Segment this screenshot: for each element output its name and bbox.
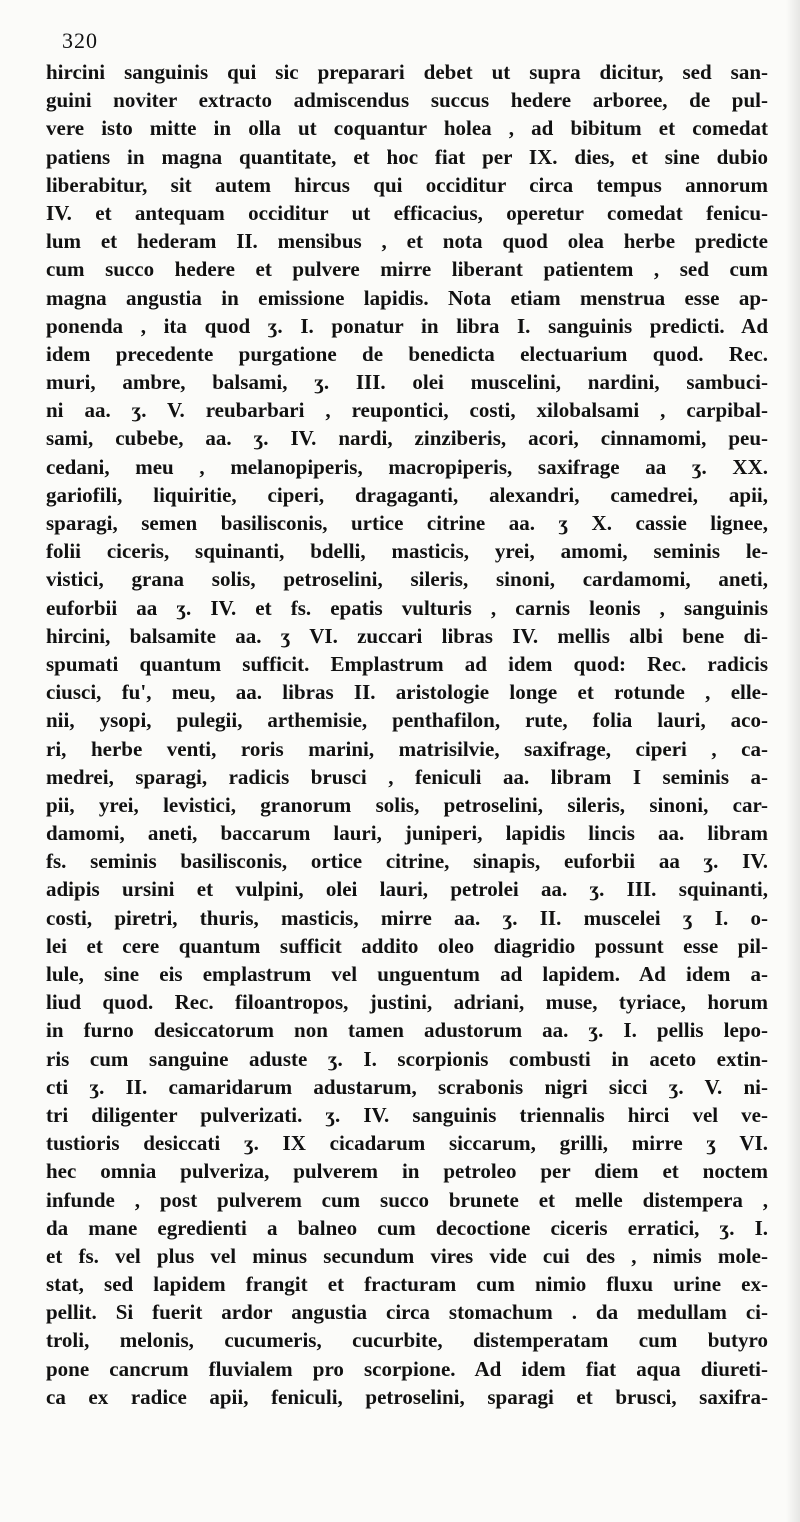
text-line: lum et hederam II. mensibus , et nota quod olea herbe predicte: [46, 229, 768, 254]
text-line: troli, melonis, cucumeris, cucurbite, distemperatam cum butyro: [46, 1328, 768, 1353]
text-line: nii, ysopi, pulegii, arthemisie, penthafilon, rute, folia lauri, aco-: [46, 708, 768, 733]
text-line: liud quod. Rec. filoantropos, justini, adriani, muse, tyriace, horum: [46, 990, 768, 1015]
text-line: ponenda , ita quod ʒ. I. ponatur in libra I. sanguinis predicti. Ad: [46, 313, 768, 338]
text-line: ri, herbe venti, roris marini, matrisilvie, saxifrage, ciperi , ca-: [46, 736, 768, 761]
text-line: cedani, meu , melanopiperis, macropiperis, saxifrage aa ʒ. XX.: [46, 454, 768, 479]
text-line: hec omnia pulveriza, pulverem in petroleo per diem et noctem: [46, 1159, 768, 1184]
text-line: vistici, grana solis, petroselini, sileris, sinoni, cardamomi, aneti,: [46, 567, 768, 592]
text-line: vere isto mitte in olla ut coquantur holea , ad bibitum et comedat: [46, 116, 768, 141]
text-line: cum succo hedere et pulvere mirre liberant patientem , sed cum: [46, 257, 768, 282]
text-line: stat, sed lapidem frangit et fracturam cum nimio fluxu urine ex-: [46, 1272, 768, 1297]
text-line: sami, cubebe, aa. ʒ. IV. nardi, zinziberis, acori, cinnamomi, peu-: [46, 426, 768, 451]
text-line: tri diligenter pulverizati. ʒ. IV. sanguinis triennalis hirci vel ve-: [46, 1102, 768, 1127]
text-line: ni aa. ʒ. V. reubarbari , reupontici, costi, xilobalsami , carpibal-: [46, 398, 768, 423]
text-line: pii, yrei, levistici, granorum solis, petroselini, sileris, sinoni, car-: [46, 792, 768, 817]
text-line: hircini, balsamite aa. ʒ VI. zuccari libras IV. mellis albi bene di-: [46, 623, 768, 648]
text-line: sparagi, semen basilisconis, urtice citrine aa. ʒ X. cassie lignee,: [46, 511, 768, 535]
text-line: in furno desiccatorum non tamen adustorum aa. ʒ. I. pellis lepo-: [46, 1018, 768, 1043]
body-text: [46, 58, 768, 1411]
text-line: hircini sanguinis qui sic preparari debet ut supra dicitur, sed san-: [46, 60, 768, 84]
text-line: patiens in magna quantitate, et hoc fiat per IX. dies, et sine dubio: [46, 144, 768, 169]
text-line: infunde , post pulverem cum succo brunete et melle distempera ,: [46, 1187, 768, 1212]
text-line: IV. et antequam occiditur ut efficacius, operetur comedat fenicu-: [46, 200, 768, 225]
text-line: costi, piretri, thuris, masticis, mirre aa. ʒ. II. muscelei ʒ I. o-: [46, 905, 768, 930]
text-line: euforbii aa ʒ. IV. et fs. epatis vulturis , carnis leonis , sanguinis: [46, 595, 768, 620]
text-line: liberabitur, sit autem hircus qui occiditur circa tempus annorum: [46, 172, 768, 197]
text-line: fs. seminis basilisconis, ortice citrine, sinapis, euforbii aa ʒ. IV.: [46, 849, 768, 874]
text-line: guini noviter extracto admiscendus succus hedere arboree, de pul-: [46, 88, 768, 113]
text-line: muri, ambre, balsami, ʒ. III. olei muscelini, nardini, sambuci-: [46, 370, 768, 395]
text-line: lule, sine eis emplastrum vel unguentum ad lapidem. Ad idem a-: [46, 962, 768, 986]
text-line: pellit. Si fuerit ardor angustia circa stomachum . da medullam ci-: [46, 1300, 768, 1325]
text-line: ca ex radice apii, feniculi, petroselini, sparagi et brusci, saxifra-: [46, 1384, 768, 1409]
text-line: folii ciceris, squinanti, bdelli, masticis, yrei, amomi, seminis le-: [46, 539, 768, 564]
text-line: medrei, sparagi, radicis brusci , feniculi aa. libram I seminis a-: [46, 764, 768, 789]
page-edge-shadow: [786, 0, 800, 1522]
text-line: gariofili, liquiritie, ciperi, dragaganti, alexandri, camedrei, apii,: [46, 482, 768, 507]
text-line: ciusci, fu', meu, aa. libras II. aristologie longe et rotunde , elle-: [46, 680, 768, 705]
text-line: ris cum sanguine aduste ʒ. I. scorpionis combusti in aceto extin-: [46, 1046, 768, 1071]
text-line: pone cancrum fluvialem pro scorpione. Ad idem fiat aqua diureti-: [46, 1356, 768, 1381]
text-line: et fs. vel plus vel minus secundum vires vide cui des , nimis mole-: [46, 1243, 768, 1268]
page-number: 320: [62, 28, 98, 53]
text-line: cti ʒ. II. camaridarum adustarum, scrabonis nigri sicci ʒ. V. ni-: [46, 1074, 768, 1099]
text-line: lei et cere quantum sufficit addito oleo diagridio possunt esse pil-: [46, 933, 768, 958]
text-line: da mane egredienti a balneo cum decoctione ciceris erratici, ʒ. I.: [46, 1215, 768, 1240]
text-line: adipis ursini et vulpini, olei lauri, petrolei aa. ʒ. III. squinanti,: [46, 877, 768, 902]
text-line: spumati quantum sufficit. Emplastrum ad idem quod: Rec. radicis: [46, 651, 768, 676]
text-line: idem precedente purgatione de benedicta electuarium quod. Rec.: [46, 341, 768, 366]
text-line: magna angustia in emissione lapidis. Nota etiam menstrua esse ap-: [46, 285, 768, 310]
text-line: damomi, aneti, baccarum lauri, juniperi, lapidis lincis aa. libram: [46, 821, 768, 846]
text-line: tustioris desiccati ʒ. IX cicadarum siccarum, grilli, mirre ʒ VI.: [46, 1131, 768, 1156]
